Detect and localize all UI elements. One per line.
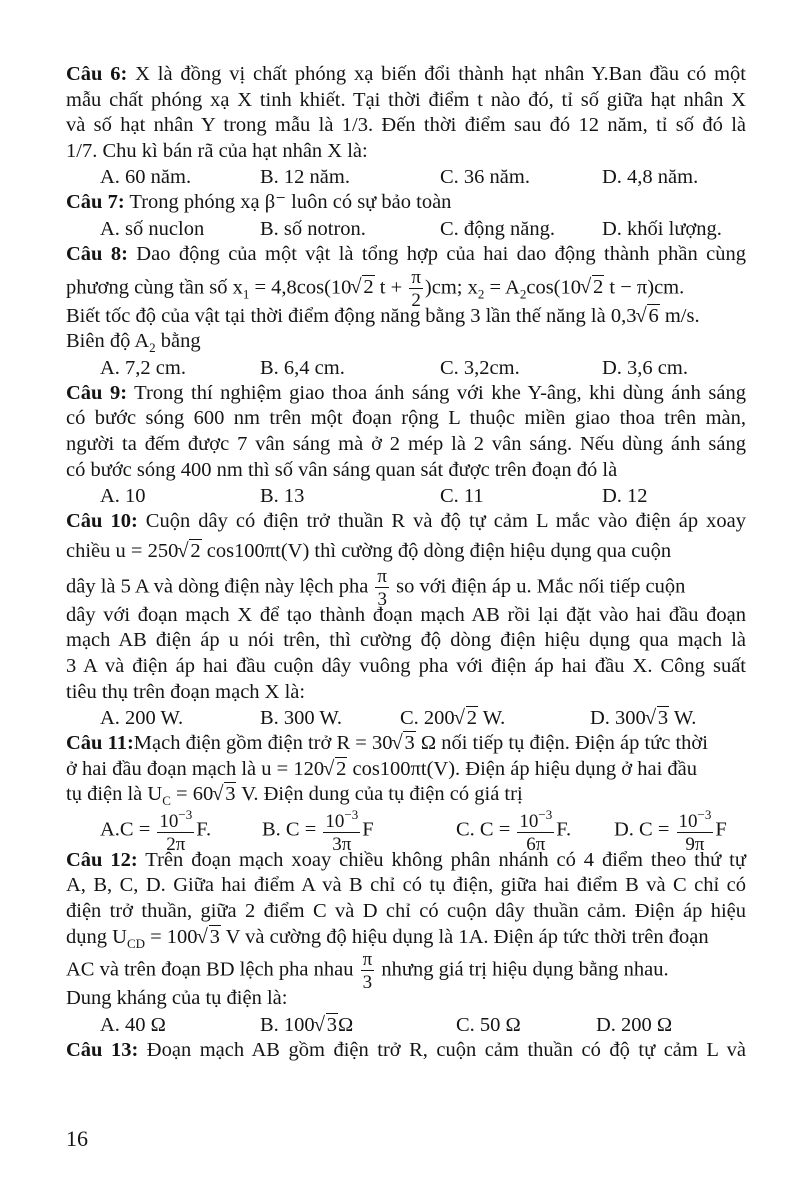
question-10-line-4: dây với đoạn mạch X để tạo thành đoạn mạch AB rồi lại đặt vào hai đầu đoạn	[66, 603, 746, 626]
option-a: A. 10	[100, 485, 146, 508]
worksheet-page	[66, 62, 746, 1063]
option-a: A. 60 năm.	[100, 166, 192, 189]
question-9-options	[66, 483, 746, 509]
question-6	[66, 62, 746, 190]
sqrt-symbol: √ 3	[392, 731, 415, 757]
option-a: A. 200 W.	[100, 707, 184, 730]
option-a: A.C = $\frac{10^{-3}}{2\pi}$ F.	[100, 806, 212, 855]
question-8-label: Câu 8:	[66, 242, 128, 265]
question-12	[66, 848, 746, 1038]
option-c: C. động năng.	[440, 217, 556, 240]
option-d: D. 12	[602, 485, 648, 508]
question-10	[66, 509, 746, 731]
question-11-line-2: ở hai đầu đoạn mạch là u = 120√ 2 cos100πt(V). Điện áp hiệu dụng ở hai đầu	[66, 757, 746, 783]
fraction: $\frac{\pi}{3}$	[362, 949, 373, 994]
question-12-options	[66, 1012, 746, 1038]
option-d: D. 300√ 3 W.	[590, 705, 696, 731]
sqrt-symbol: √ 2	[581, 269, 604, 305]
sqrt-symbol: √ 2	[351, 269, 374, 305]
question-13-line-1: Câu 13: Đoạn mạch AB gồm điện trở R, cuộn cảm thuần có độ tự cảm L và	[66, 1038, 746, 1061]
question-9-line-1: Câu 9: Trong thí nghiệm giao thoa ánh sáng với khe Y-âng, khi dùng ánh sáng	[66, 381, 746, 404]
fraction: $\frac{10^{-3}}{6\pi}$	[519, 806, 553, 855]
option-d: D. C = $\frac{10^{-3}}{9\pi}$ F	[614, 806, 727, 855]
question-13-label: Câu 13:	[66, 1038, 139, 1061]
fraction: $\frac{\pi}{3}$	[377, 565, 388, 610]
question-8	[66, 242, 746, 381]
option-c: C. 50 Ω	[456, 1013, 521, 1036]
question-10-line-6: 3 A và điện áp hai đầu cuộn dây vuông pha với điện áp hai đầu X. Công suất	[66, 654, 746, 677]
question-10-options	[66, 705, 746, 731]
sqrt-symbol: √ 6	[636, 304, 659, 330]
option-b: B. 300 W.	[260, 707, 343, 730]
question-13	[66, 1038, 746, 1064]
option-c: C. 3,2cm.	[440, 356, 520, 379]
option-c: C. 11	[440, 485, 484, 508]
question-6-line-3: và số hạt nhân Y trong mẫu là 1/3. Đến thời điểm sau đó 12 năm, tỉ số đó là	[66, 114, 746, 137]
question-12-line-5: AC và trên đoạn BD lệch pha nhau $\frac{\pi}{3}$ nhưng giá trị hiệu dụng bằng nhau.	[66, 949, 669, 994]
fraction: $\frac{10^{-3}}{3\pi}$	[325, 806, 359, 855]
question-12-line-1: Câu 12: Trên đoạn mạch xoay chiều không phân nhánh có 4 điểm theo thứ tự	[66, 848, 746, 871]
option-b: B. 12 năm.	[260, 166, 350, 189]
question-7-line-1: Câu 7: Trong phóng xạ β⁻ luôn có sự bảo toàn	[66, 191, 452, 214]
sqrt-symbol: √ 3	[646, 705, 669, 731]
question-12-label: Câu 12:	[66, 848, 138, 871]
question-11-label: Câu 11:	[66, 732, 134, 755]
question-11	[66, 731, 746, 855]
fraction: $\frac{10^{-3}}{9\pi}$	[678, 806, 712, 855]
option-a: A. số nuclon	[100, 217, 205, 240]
option-b: B. C = $\frac{10^{-3}}{3\pi}$ F	[262, 806, 374, 855]
question-11-line-1: Câu 11:Mạch điện gồm điện trở R = 30√ 3 Ω nối tiếp tụ điện. Điện áp tức thời	[66, 731, 746, 757]
option-d: D. 3,6 cm.	[602, 356, 688, 379]
question-10-line-2: chiều u = 250√ 2 cos100πt(V) thì cường độ dòng điện hiệu dụng qua cuộn	[66, 535, 746, 567]
question-10-line-1: Câu 10: Cuộn dây có điện trở thuần R và độ tự cảm L mắc vào điện áp xoay	[66, 510, 746, 533]
option-c: C. 200√ 2 W.	[400, 705, 505, 731]
option-d: D. khối lượng.	[602, 217, 722, 240]
sqrt-symbol: √ 3	[213, 782, 236, 808]
question-12-line-2: A, B, C, D. Giữa hai điểm A và B chỉ có tụ điện, giữa hai điểm B và C chỉ có	[66, 874, 746, 897]
question-8-line-2: phương cùng tần số $x_1 = 4,8\cos(10√$ 2 t + $\frac{\pi}{2}$ )cm; $x_2 = A_2\cos(10√$ 2 t − π)cm.	[66, 268, 746, 304]
fraction: $\frac{10^{-3}}{2\pi}$	[159, 806, 193, 855]
option-a: A. 40 Ω	[100, 1013, 166, 1036]
question-6-line-4: 1/7. Chu kì bán rã của hạt nhân X là:	[66, 139, 368, 162]
sqrt-symbol: √ 3	[315, 1012, 338, 1038]
option-b: B. 13	[260, 485, 305, 508]
question-7-options	[66, 216, 746, 242]
option-d: D. 200 Ω	[596, 1013, 673, 1036]
option-b: B. 100√ 3Ω	[260, 1012, 353, 1038]
option-c: C. C = $\frac{10^{-3}}{6\pi}$ F.	[456, 806, 572, 855]
question-11-options	[66, 806, 746, 855]
question-9	[66, 381, 746, 509]
option-c: C. 36 năm.	[440, 166, 530, 189]
question-12-line-6: Dung kháng của tụ điện là:	[66, 987, 288, 1010]
option-a: A. 7,2 cm.	[100, 356, 186, 379]
question-6-options	[66, 164, 746, 190]
page-number: 16	[66, 1126, 88, 1151]
question-10-label: Câu 10:	[66, 510, 138, 533]
question-10-line-3: dây là 5 A và dòng điện này lệch pha $\frac{\pi}{3}$ so với điện áp u. Mắc nối tiếp cuộn	[66, 565, 686, 610]
sqrt-symbol: √ 2	[324, 757, 347, 783]
question-6-line-1: Câu 6: X là đồng vị chất phóng xạ biến đổi thành hạt nhân Y.Ban đầu có một	[66, 63, 746, 85]
sqrt-symbol: √ 2	[455, 705, 478, 731]
fraction: $\frac{\pi}{2}$	[411, 266, 421, 311]
option-d: D. 4,8 năm.	[602, 166, 699, 189]
option-b: B. 6,4 cm.	[260, 356, 345, 379]
question-9-line-4: có bước sóng 400 nm thì số vân sáng quan sát được trên đoạn đó là	[66, 458, 618, 481]
question-12-line-4: dụng $U_{CD} = 100√$ 3 V và cường độ hiệu dụng là 1A. Điện áp tức thời trên đoạn	[66, 925, 746, 951]
sqrt-symbol: √ 3	[198, 925, 221, 951]
question-8-options	[66, 355, 746, 381]
question-8-line-4: Biên độ $A_2$ bằng	[66, 330, 201, 356]
question-8-line-1: Câu 8: Dao động của một vật là tổng hợp của hai dao động thành phần cùng	[66, 242, 746, 265]
question-10-line-5: mạch AB điện áp u nói trên, thì cường độ dòng điện hiệu dụng qua mạch là	[66, 629, 746, 652]
question-9-line-2: có bước sóng 600 nm trên một đoạn rộng L thuộc miền giao thoa trên màn,	[66, 407, 746, 430]
question-7-label: Câu 7:	[66, 191, 125, 214]
question-7	[66, 190, 746, 242]
sqrt-symbol: √ 2	[178, 535, 201, 567]
question-8-line-3: Biết tốc độ của vật tại thời điểm động năng bằng 3 lần thế năng là 0,3√ 6 m/s.	[66, 304, 746, 330]
question-10-line-7: tiêu thụ trên đoạn mạch X là:	[66, 680, 306, 703]
question-6-label: Câu 6:	[66, 63, 128, 85]
question-6-line-2: mẫu chất phóng xạ X tinh khiết. Tại thời điểm t nào đó, tỉ số giữa hạt nhân X	[66, 88, 746, 111]
question-9-line-3: người ta đếm được 7 vân sáng mà ở 2 mép là 2 vân sáng. Nếu dùng ánh sáng	[66, 432, 746, 455]
question-12-line-3: điện trở thuần, giữa 2 điểm C và D chỉ có cuộn dây thuần cảm. Điện áp hiệu	[66, 900, 746, 923]
question-9-label: Câu 9:	[66, 381, 128, 404]
option-b: B. số notron.	[260, 217, 366, 240]
question-11-line-3: tụ điện là $U_C = 60√$ 3 V. Điện dung của tụ điện có giá trị	[66, 782, 746, 808]
